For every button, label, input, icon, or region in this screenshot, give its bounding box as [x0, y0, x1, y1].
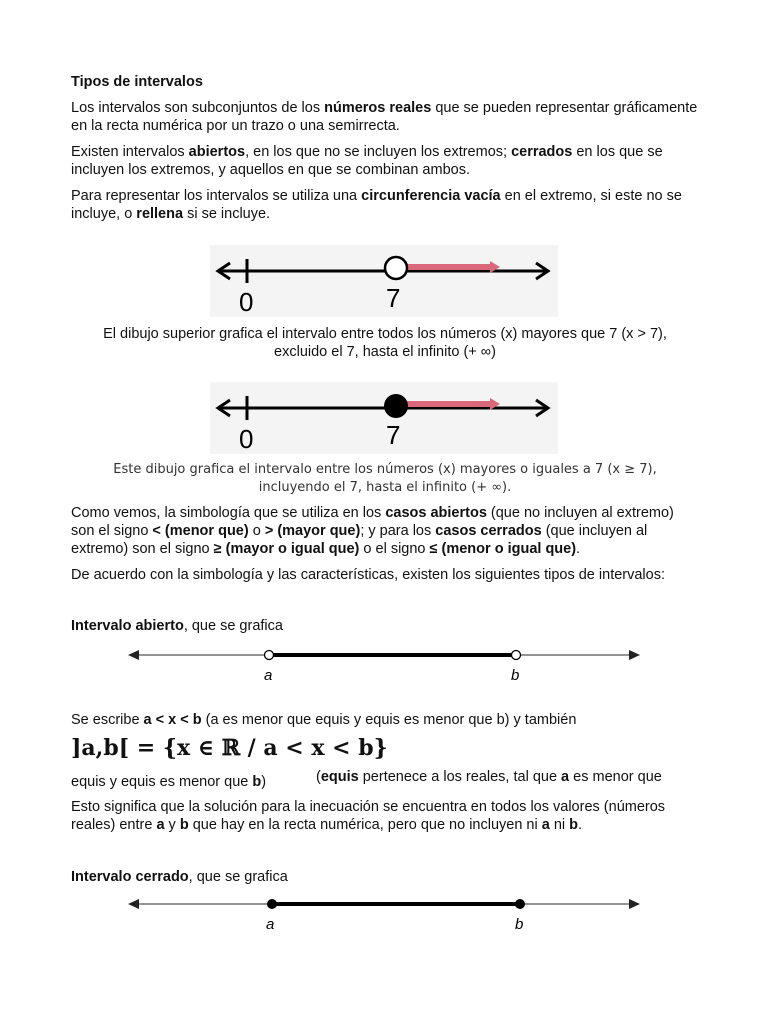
paragraph-list-intro: De acuerdo con la simbología y las características, existen los siguientes tipos de intervalos: — [71, 567, 665, 583]
paragraph-types: Existen intervalos abiertos, en los que no se incluyen los extremos; cerrados en los que se incluyen los extremos, y aquellos en que se combinan ambos. — [71, 144, 663, 178]
label-b: b — [511, 667, 520, 684]
closed-endpoint-a — [267, 899, 277, 909]
open-endpoint-b — [512, 651, 521, 660]
paragraph-notation: Se escribe a < x < b (a es menor que equis y equis es menor que b) y también — [71, 712, 577, 728]
set-notation-formula: ]a,b[ = {x ∈ ℝ / a < x < b} — [71, 735, 388, 761]
closed-endpoint-b — [515, 899, 525, 909]
right-arrow-icon — [629, 650, 640, 660]
label-seven: 7 — [386, 420, 401, 450]
paragraph-intro: Los intervalos son subconjuntos de los números reales que se pueden representar gráficamente en la recta numérica por un trazo o una semirrecta. — [71, 100, 698, 134]
right-arrow-icon — [629, 899, 640, 909]
open-circle-marker — [385, 257, 407, 279]
number-line-closed-figure — [210, 382, 558, 454]
open-endpoint-a — [265, 651, 274, 660]
section-heading: Tipos de intervalos — [71, 74, 203, 90]
label-zero: 0 — [239, 424, 254, 454]
label-a: a — [264, 667, 273, 684]
caption-closed: Este dibujo grafica el intervalo entre los números (x) mayores o iguales a 7 (x ≥ 7), incluyendo el 7, hasta el infinito (+ ∞). — [113, 462, 657, 495]
label-b: b — [515, 916, 524, 933]
paragraph-symbology: Como vemos, la simbología que se utiliza en los casos abiertos (que no incluyen al extremo) son el signo < (menor que) o > (mayor que); y para los casos cerrados (que incluyen al extremo) son el signo ≥ (mayor o igual que) o el signo ≤ (menor o igual que). — [71, 505, 674, 557]
formula-explanation-cont: equis y equis es menor que b) — [71, 774, 267, 790]
paragraph-meaning: Esto significa que la solución para la inecuación se encuentra en todos los valores (números reales) entre a y b que hay en la recta numérica, pero que no incluyen ni a ni b. — [71, 799, 666, 833]
left-arrow-icon — [128, 899, 139, 909]
label-zero: 0 — [239, 287, 254, 317]
open-interval-figure — [124, 642, 644, 686]
label-a: a — [266, 916, 275, 933]
open-interval-heading: Intervalo abierto, que se grafica — [71, 618, 283, 634]
paragraph-representation: Para representar los intervalos se utiliza una circunferencia vacía en el extremo, si este no se incluye, o rellena si se incluye. — [71, 188, 682, 222]
number-line-open-figure — [210, 245, 558, 317]
closed-interval-figure — [124, 893, 644, 937]
filled-circle-marker — [384, 394, 408, 418]
closed-interval-heading: Intervalo cerrado, que se grafica — [71, 869, 288, 885]
formula-explanation: (equis pertenece a los reales, tal que a es menor que — [316, 768, 662, 785]
left-arrow-icon — [128, 650, 139, 660]
label-seven: 7 — [386, 283, 401, 313]
caption-open: El dibujo superior grafica el intervalo entre todos los números (x) mayores que 7 (x > 7), excluido el 7, hasta el infinito (+ ∞) — [103, 326, 667, 360]
